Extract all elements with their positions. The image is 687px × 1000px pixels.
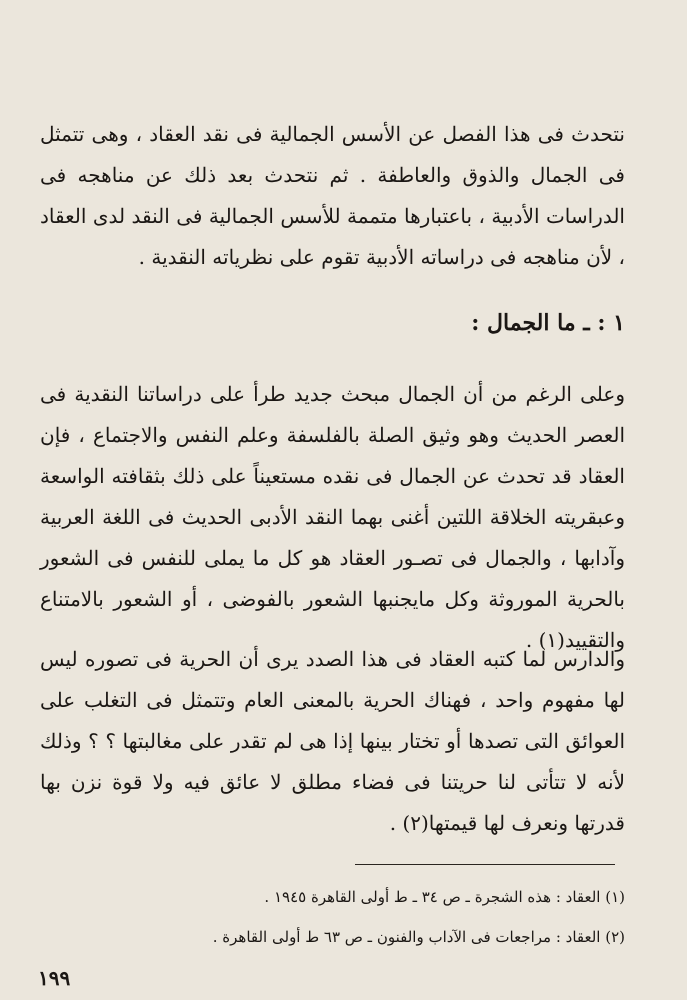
body-paragraph-2: والدارس لما كتبه العقاد فى هذا الصدد يرى أن الحرية فى تصوره ليس لها مفهوم واحد ، فهناك الحرية بالمعنى العام وتتمثل فى التغلب على العوائق التى تصدها أو تختار بينها إذا هى لم تقدر على مغالبتها ؟ ؟ وذلك لأنه لا تتأتى لنا حريتنا فى فضاء مطلق لا عائق فيه ولا قوة نزن بها قدرتها ونعرف لها قيمتها(٢) . [40, 647, 625, 835]
footnote-divider [355, 864, 615, 865]
body-paragraph-1: وعلى الرغم من أن الجمال مبحث جديد طرأ على دراساتنا النقدية فى العصر الحديث وهو وثيق الصلة بالفلسفة وعلم النفس والاجتماع ، فإن العقاد قد تحدث عن الجمال فى نقده مستعيناً على ذلك بثقافته الواسعة وعبقريته الخلاقة اللتين أغنى بهما النقد الأدبى الحديث فى اللغة العربية وآدابها ، والجمال فى تصـور العقاد هو كل ما يملى للنفس فى الشعور بالحرية الموروثة وكل مايجنبها الشعور بالفوضى ، أو الشعور بالامتناع والتقييد(١) . [40, 382, 625, 652]
intro-paragraph: نتحدث فى هذا الفصل عن الأسس الجمالية فى نقد العقاد ، وهى تتمثل فى الجمال والذوق والعاطفة . ثم نتحدث بعد ذلك عن مناهجه فى الدراسات الأدبية ، باعتبارها متممة للأسس الجمالية فى النقد لدى العقاد ، لأن مناهجه فى دراساته الأدبية تقوم على نظرياته النقدية . [40, 122, 625, 269]
section-heading: ١ : ـ ما الجمال : [471, 310, 625, 336]
footnote-2: (٢) العقاد : مراجعات فى الآداب والفنون ـ ص ٦٣ ط أولى القاهرة . [212, 928, 625, 946]
footnote-1: (١) العقاد : هذه الشجرة ـ ص ٣٤ ـ ط أولى القاهرة ١٩٤٥ . [264, 888, 625, 906]
page-number: ١٩٩ [38, 966, 71, 990]
